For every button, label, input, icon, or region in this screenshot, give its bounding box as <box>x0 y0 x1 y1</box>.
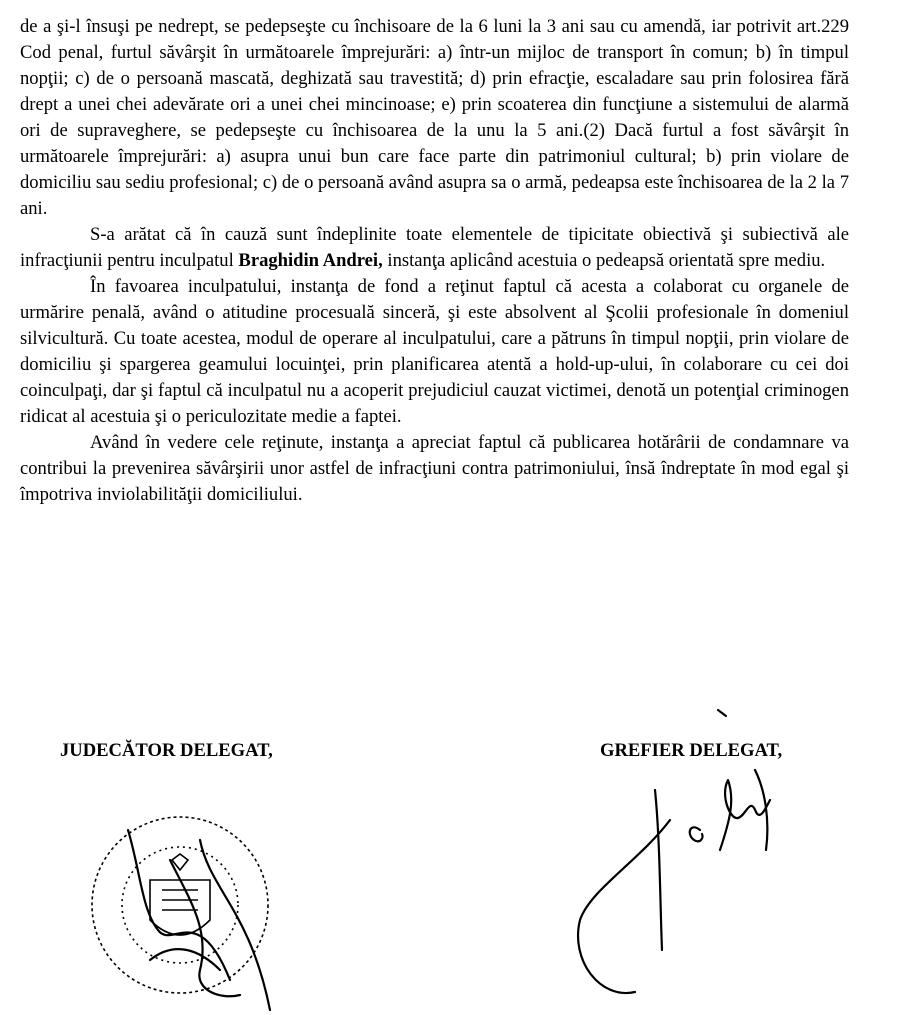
court-seal-icon <box>80 800 280 1015</box>
paragraph-defendant-before: S-a arătat că în cauză sunt îndeplinite toate elementele de tipicitate obiectivă şi subiectivă ale infracţiunii pentru inculpatul <box>20 224 849 271</box>
paragraph-favor: În favoarea inculpatului, instanţa de fond a reţinut faptul că acesta a colaborat cu organele de urmărire penală, având o atitudine procesuală sinceră, şi este absolvent al Şcolii profesionale în domeniul silvicultură. Cu toate acestea, modul de operare al inculpatului, care a pătruns în timpul nopţii, prin violare de domiciliu şi spargerea geamului locuinţei, prin planificarea atentă a hold-up-ului, în colaborare cu cei doi coinculpaţi, dar şi faptul că inculpatul nu a acoperit prejudiciul cauzat victimei, denotă un potenţial criminogen ridicat al acestuia şi o periculozitate medie a faptei. <box>20 276 849 427</box>
document-body <box>20 14 849 508</box>
paragraph-conclusion: Având în vedere cele reţinute, instanţa a apreciat faptul că publicarea hotărârii de condamnare va contribui la prevenirea săvârşirii unor astfel de infracţiuni contra patrimoniului, însă îndreptate în mod egal şi împotriva inviolabilităţii domiciliului. <box>20 432 849 505</box>
paragraph-defendant <box>20 222 849 274</box>
clerk-label: GREFIER DELEGAT, <box>600 740 783 761</box>
paragraph-legal-text: de a şi-l însuşi pe nedrept, se pedepseşte cu închisoare de la 6 luni la 3 ani sau cu amendă, iar potrivit art.229 Cod penal, furtul săvârşit în următoarele împrejurări: a) într-un mijloc de transport în comun; b) în timpul nopţii; c) de o persoană mascată, deghizată sau travestită; d) prin efracţie, escaladare sau prin folosirea fără drept a unei chei adevărate ori a unei chei mincinoase; e) prin scoaterea din funcţiune a sistemului de alarmă ori de supraveghere, se pedepseşte cu închisoarea de la unu la 5 ani.(2) Dacă furtul a fost săvârşit în următoarele împrejurări: a) asupra unui bun care face parte din patrimoniul cultural; b) prin violare de domiciliu sau sediu profesional; c) de o persoană având asupra sa o armă, pedeapsa este închisoarea de la 2 la 7 ani. <box>20 16 849 219</box>
judge-label: JUDECĂTOR DELEGAT, <box>60 740 273 761</box>
defendant-name: Braghidin Andrei, <box>238 250 383 271</box>
paragraph-defendant-after: instanţa aplicând acestuia o pedeapsă orientată spre mediu. <box>382 250 826 271</box>
handwritten-signature-icon <box>560 700 810 1010</box>
